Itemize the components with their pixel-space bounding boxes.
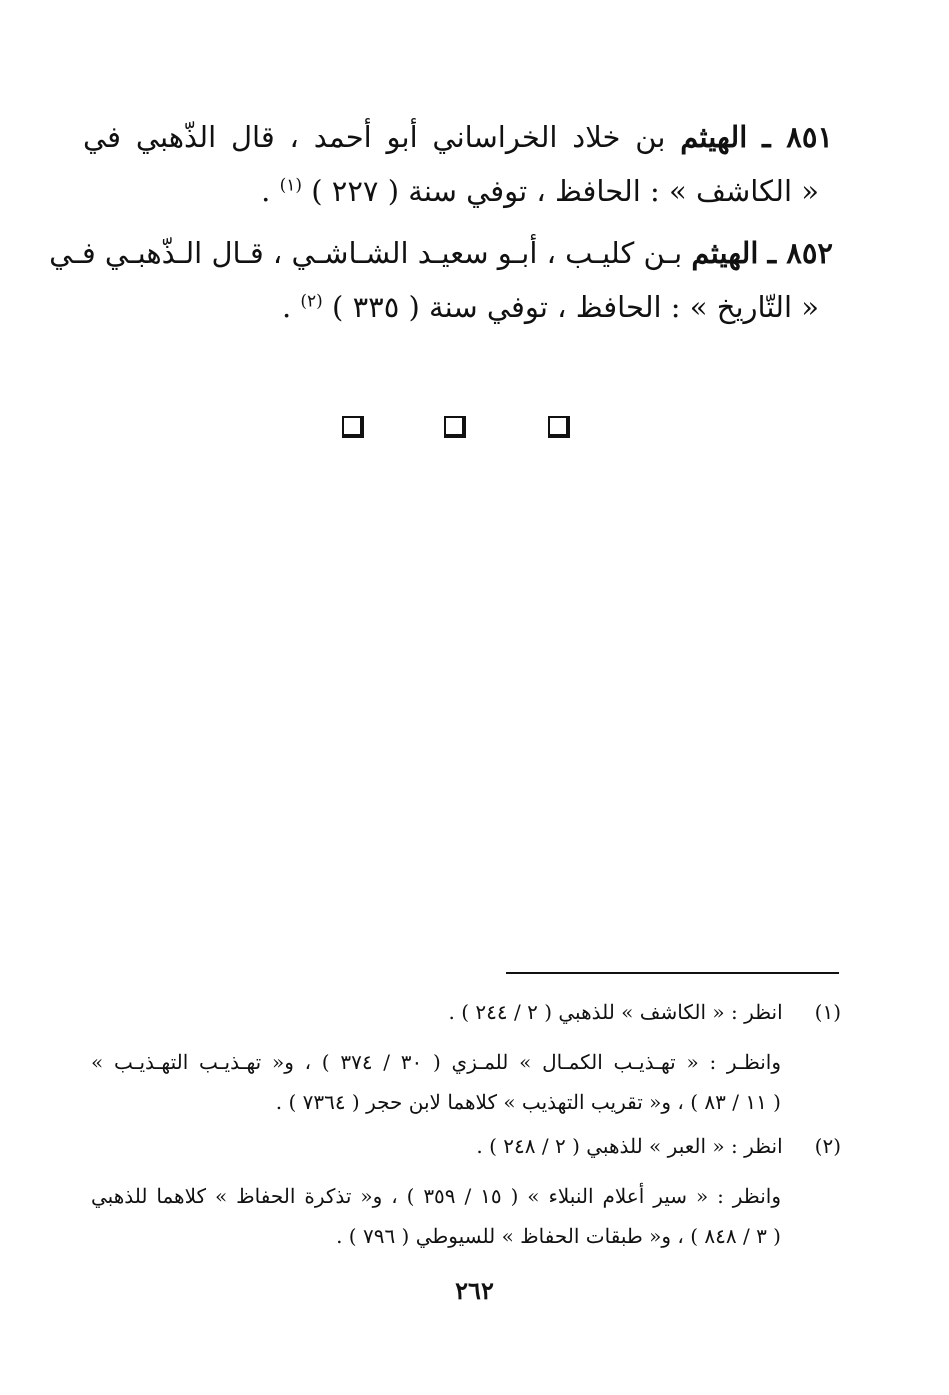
footnote-2-see-also [91,1178,781,1214]
footnote-1-continuation [276,1084,781,1120]
footnote-2 [476,1128,841,1164]
biography-entry-851 [83,110,833,218]
square-ornament-icon [342,416,364,438]
entry-text: « الكاشف » : الحافظ ، توفي سنة ( ٢٢٧ ) [311,174,819,208]
square-ornament-icon [548,416,570,438]
footnote-text: انظر : « الكاشف » للذهبي ( ٢ / ٢٤٤ ) . [448,1000,783,1024]
footnote-text: ( ٣ / ٨٤٨ ) ، و« طبقات الحفاظ » للسيوطي ( ٧٩٦ ) . [336,1224,781,1248]
page-number: ٢٦٢ [455,1276,494,1305]
entry-number: ٨٥٢ ـ [767,236,833,270]
entry-name: الهيثم [691,236,759,270]
entry-line-1 [49,226,833,280]
entry-text: « التّاريخ » : الحافظ ، توفي سنة ( ٣٣٥ ) [332,290,819,324]
footnote-text: انظر : « العبر » للذهبي ( ٢ / ٢٤٨ ) . [476,1134,783,1158]
footnote-reference[interactable]: (١) [279,175,303,196]
entry-line-2 [63,280,833,334]
entry-line-1 [83,110,833,164]
footnote-2-continuation [336,1218,781,1254]
footnote-1 [449,994,841,1030]
footnote-1-see-also [91,1044,781,1080]
entry-name: الهيثم [680,120,748,154]
footnote-text: وانظـر : « تهـذيـب الكمـال » للمـزي ( ٣٠ / ٣٧٤ ) ، و« تهـذيـب التهـذيـب » [91,1050,782,1074]
entry-text: بن خلاد الخراساني أبو أحمد ، قال الذّهبي في [83,120,666,154]
square-ornament-icon [444,416,466,438]
footnote-marker: (٢) [814,1134,841,1158]
footnote-text: ( ١١ / ٨٣ ) ، و« تقريب التهذيب » كلاهما لابن حجر ( ٧٣٦٤ ) . [275,1090,781,1114]
biography-entry-852 [49,226,833,334]
entry-text: بـن كليـب ، أبـو سعيـد الشـاشـي ، قـال الـذّهبـي فـي [49,236,683,270]
footnote-text: وانظر : « سير أعلام النبلاء » ( ١٥ / ٣٥٩ ) ، و« تذكرة الحفاظ » كلاهما للذهبي [91,1184,781,1208]
entry-end-mark: . [281,290,292,324]
section-separator [340,416,580,446]
entry-number: ٨٥١ ـ [762,120,833,154]
footnote-marker: (١) [814,1000,841,1024]
entry-end-mark: . [261,174,271,208]
entry-line-2 [83,164,833,218]
footnote-reference[interactable]: (٢) [300,291,323,312]
footnote-divider [506,972,839,974]
